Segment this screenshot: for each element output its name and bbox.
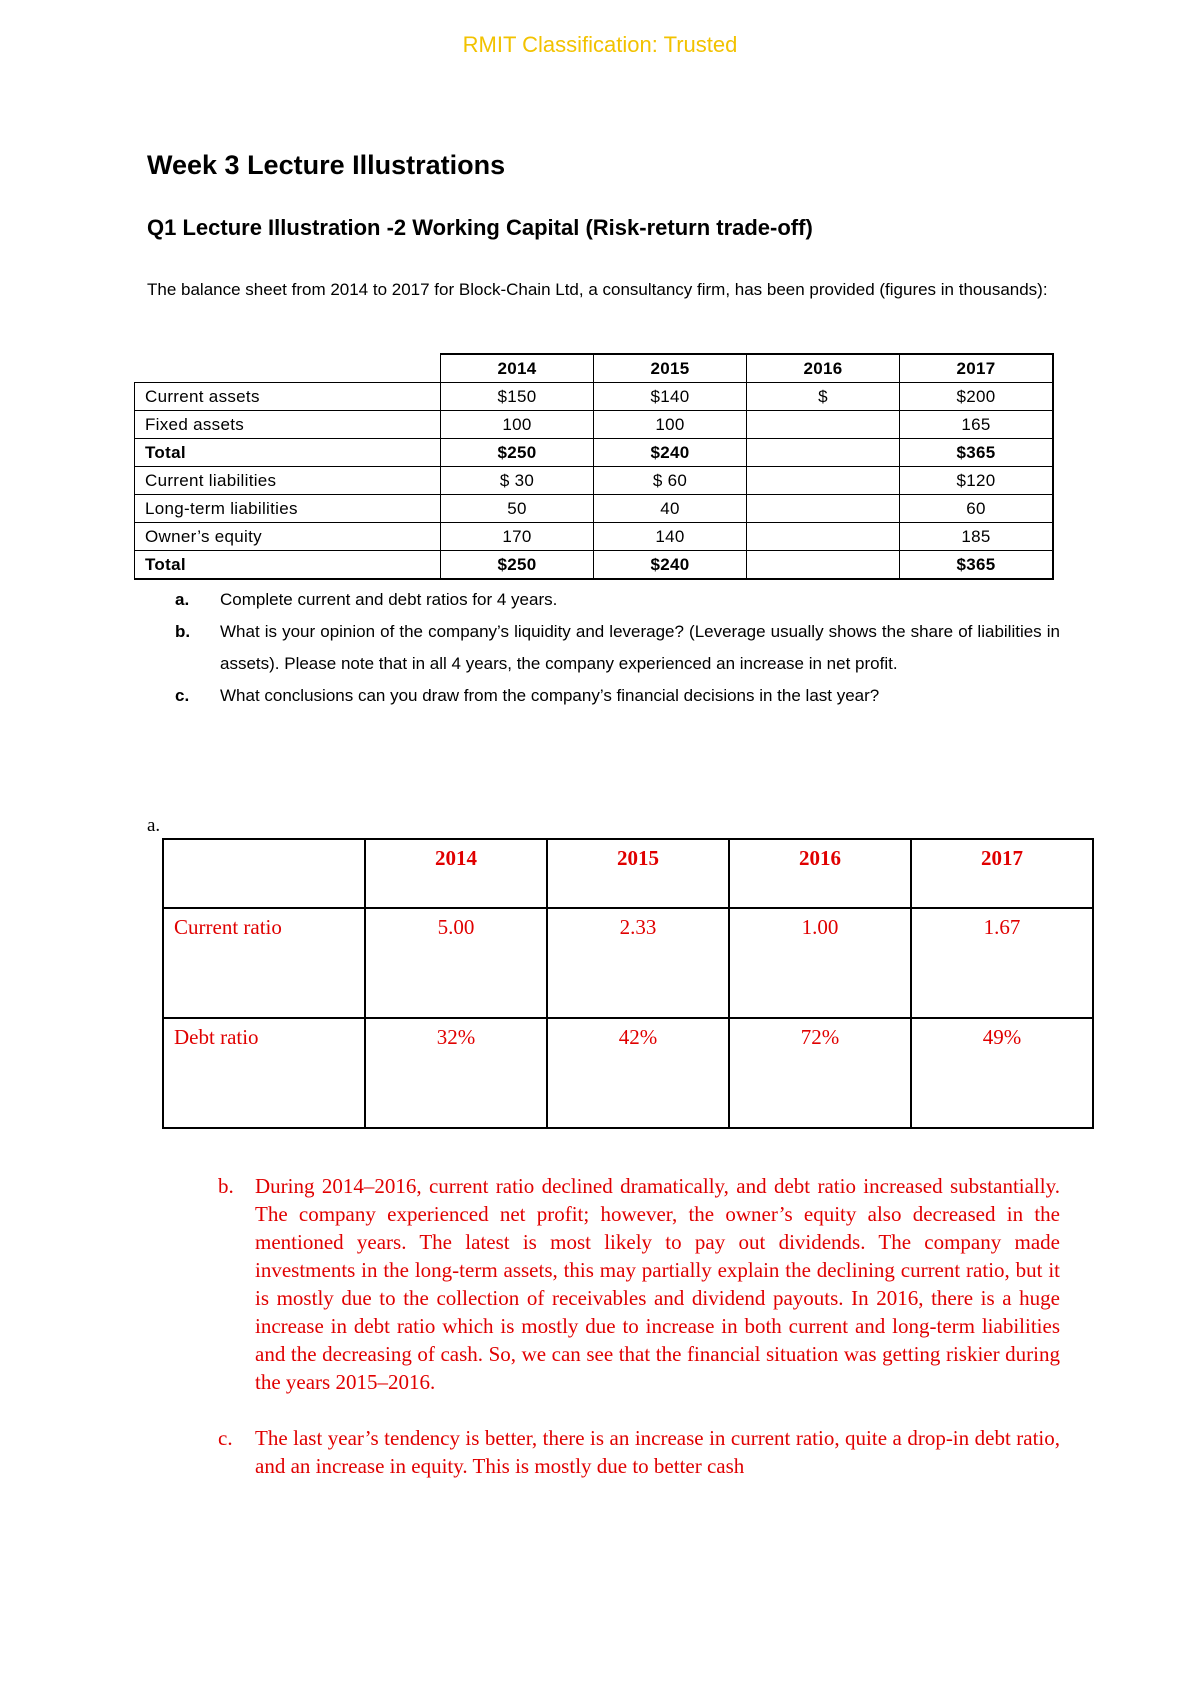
question-text: Complete current and debt ratios for 4 years.: [220, 590, 558, 609]
cell-value: $240: [594, 439, 747, 467]
answer-item: [218, 1424, 1060, 1480]
cell-value: [747, 523, 900, 551]
ratio-value: 2.33: [547, 908, 729, 1018]
cell-value: 50: [441, 495, 594, 523]
cell-value: 165: [900, 411, 1054, 439]
cell-value: $250: [441, 439, 594, 467]
answer-marker: c.: [218, 1426, 233, 1450]
question-item: [175, 584, 1060, 616]
cell-value: [747, 551, 900, 580]
row-label: Current liabilities: [135, 467, 441, 495]
cell-value: $140: [594, 383, 747, 411]
question-text: What is your opinion of the company’s liquidity and leverage? (Leverage usually shows the share of liabilities in assets). Please note that in all 4 years, the company experienced an increase in net profit.: [220, 622, 1060, 673]
intro-paragraph: The balance sheet from 2014 to 2017 for Block-Chain Ltd, a consultancy firm, has been provided (figures in thousands):: [147, 280, 1048, 299]
ratio-value: 1.00: [729, 908, 911, 1018]
answer-a-label: a.: [147, 815, 161, 836]
row-label: Current assets: [135, 383, 441, 411]
balance-sheet-row: [135, 495, 1054, 523]
cell-value: [747, 439, 900, 467]
ratio-value: 72%: [729, 1018, 911, 1128]
ratio-table-corner: [163, 839, 365, 908]
ratio-year: 2016: [729, 839, 911, 908]
question-item: [175, 616, 1060, 680]
cell-value: [747, 495, 900, 523]
answer-text: During 2014–2016, current ratio declined dramatically, and debt ratio increased substantially. The company experienced net profit; however, the owner’s equity also decreased in the mentioned years. The latest is most likely to pay out dividends. The company made investments in the long-term assets, this may partially explain the declining current ratio, but it is mostly due to the collection of receivables and dividend payouts. In 2016, there is a huge increase in debt ratio which is mostly due to increase in both current and long-term liabilities and the decreasing of cash. So, we can see that the financial situation was getting riskier during the years 2015–2016.: [255, 1174, 1060, 1394]
balance-sheet-row: [135, 439, 1054, 467]
cell-value: 60: [900, 495, 1054, 523]
question-marker: c.: [175, 686, 190, 705]
balance-sheet-year: 2017: [900, 354, 1054, 383]
balance-sheet-row: [135, 411, 1054, 439]
cell-value: 40: [594, 495, 747, 523]
answer-marker: b.: [218, 1174, 234, 1198]
cell-value: 185: [900, 523, 1054, 551]
cell-value: $120: [900, 467, 1054, 495]
ratio-year: 2014: [365, 839, 547, 908]
row-label: Long-term liabilities: [135, 495, 441, 523]
row-label: Total: [135, 551, 441, 580]
cell-value: [747, 411, 900, 439]
question-text: What conclusions can you draw from the company’s financial decisions in the last year?: [220, 686, 880, 705]
ratio-value: 49%: [911, 1018, 1093, 1128]
ratio-value: 1.67: [911, 908, 1093, 1018]
balance-sheet-row: [135, 523, 1054, 551]
cell-value: $250: [441, 551, 594, 580]
ratio-row: [163, 908, 1093, 1018]
ratio-row: [163, 1018, 1093, 1128]
ratio-year: 2015: [547, 839, 729, 908]
balance-sheet-year: 2014: [441, 354, 594, 383]
balance-sheet-year: 2016: [747, 354, 900, 383]
cell-value: 100: [441, 411, 594, 439]
answer-text: The last year’s tendency is better, there is an increase in current ratio, quite a drop-in debt ratio, and an increase in equity. This is mostly due to better cash: [255, 1426, 1060, 1478]
cell-value: $: [747, 383, 900, 411]
ratio-label: Debt ratio: [163, 1018, 365, 1128]
row-label: Fixed assets: [135, 411, 441, 439]
cell-value: $ 60: [594, 467, 747, 495]
cell-value: $240: [594, 551, 747, 580]
cell-value: $365: [900, 439, 1054, 467]
ratio-year: 2017: [911, 839, 1093, 908]
balance-sheet-table: [134, 353, 1054, 580]
page-title: Week 3 Lecture Illustrations: [147, 150, 506, 180]
answer-list: [218, 1172, 1060, 1480]
question-marker: b.: [175, 622, 191, 641]
balance-sheet-row: [135, 383, 1054, 411]
question-list: [175, 584, 1060, 712]
cell-value: $365: [900, 551, 1054, 580]
cell-value: 140: [594, 523, 747, 551]
balance-sheet-corner: [135, 354, 441, 383]
question-item: [175, 680, 1060, 712]
cell-value: $150: [441, 383, 594, 411]
ratio-label: Current ratio: [163, 908, 365, 1018]
ratio-table: [162, 838, 1094, 1129]
balance-sheet-year: 2015: [594, 354, 747, 383]
row-label: Total: [135, 439, 441, 467]
cell-value: 100: [594, 411, 747, 439]
ratio-value: 5.00: [365, 908, 547, 1018]
classification-label: RMIT Classification: Trusted: [462, 32, 738, 57]
cell-value: $200: [900, 383, 1054, 411]
cell-value: 170: [441, 523, 594, 551]
answer-item: [218, 1172, 1060, 1396]
question-marker: a.: [175, 590, 190, 609]
balance-sheet-row: [135, 467, 1054, 495]
cell-value: [747, 467, 900, 495]
ratio-value: 42%: [547, 1018, 729, 1128]
ratio-value: 32%: [365, 1018, 547, 1128]
row-label: Owner’s equity: [135, 523, 441, 551]
balance-sheet-row: [135, 551, 1054, 580]
cell-value: $ 30: [441, 467, 594, 495]
question-heading: Q1 Lecture Illustration -2 Working Capital (Risk-return trade-off): [147, 215, 813, 240]
